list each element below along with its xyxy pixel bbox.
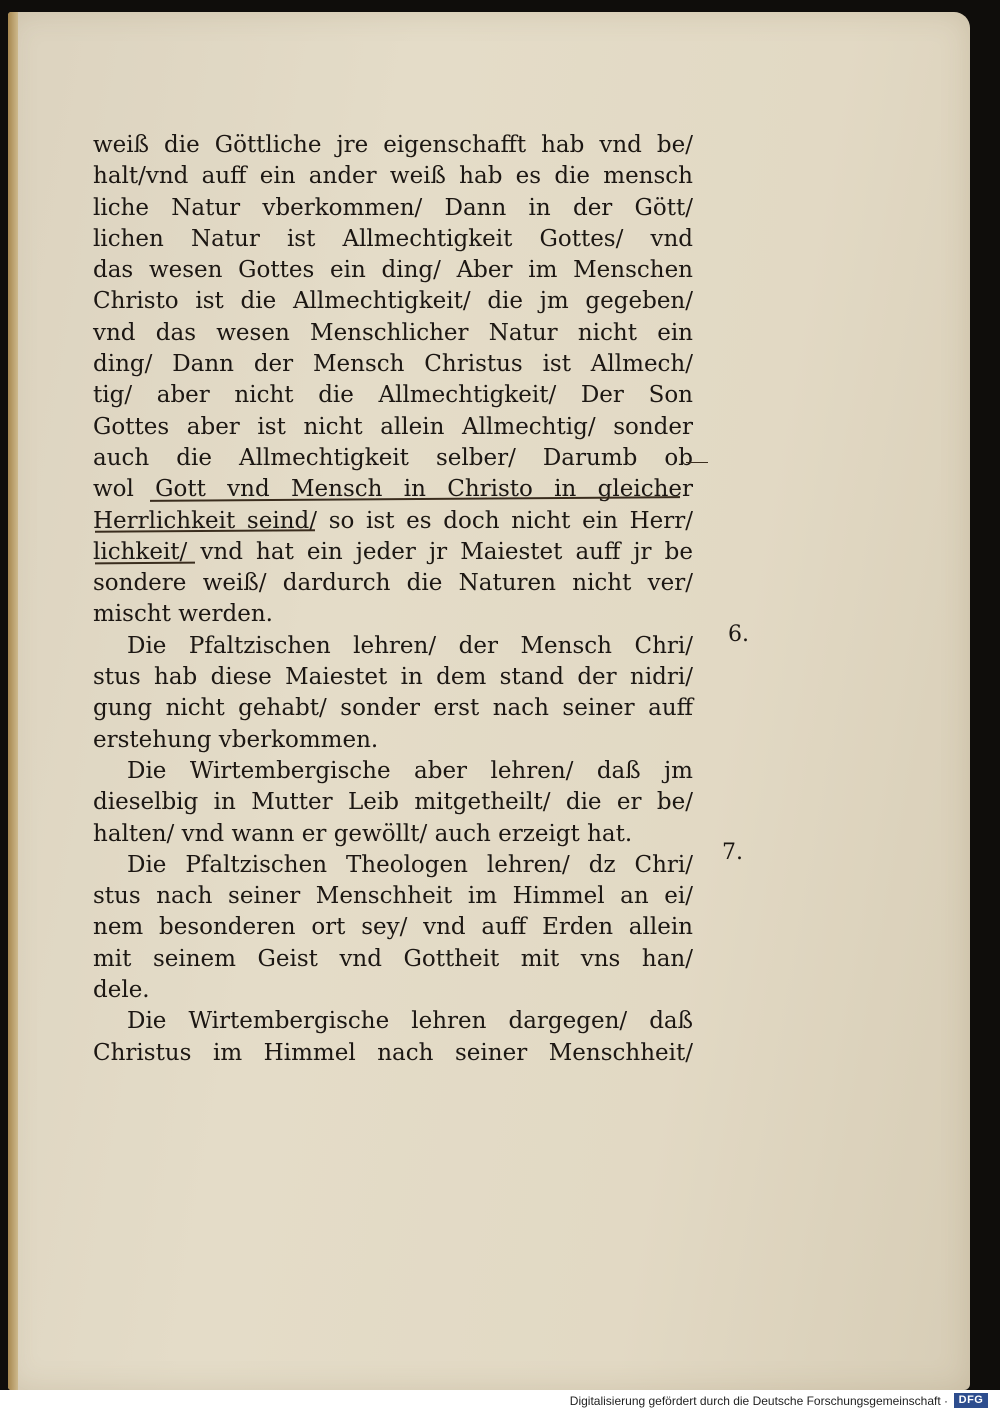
text-line: mischt werden. (93, 601, 273, 628)
text-line: ding/ Dann der Mensch Christus ist Allmech/ (93, 351, 693, 378)
text-line: nem besonderen ort sey/ vnd auff Erden allein (93, 914, 693, 941)
text-line: Die Pfaltzischen lehren/ der Mensch Chri/ (127, 632, 693, 659)
text-line: Herrlichkeit seind/ so ist es doch nicht ein Herr/ (93, 507, 693, 534)
text-line: Die Wirtembergische aber lehren/ daß jm (127, 757, 693, 784)
text-line: halt/vnd auff ein ander weiß hab es die mensch (93, 163, 693, 190)
text-line: Die Pfaltzischen Theologen lehren/ dz Chri/ (127, 851, 693, 878)
text-line: lichen Natur ist Allmechtigkeit Gottes/ vnd (93, 225, 693, 252)
marginal-pen-stroke (686, 462, 708, 463)
text-line: stus hab diese Maiestet in dem stand der nidri/ (93, 664, 693, 691)
text-line: dieselbig in Mutter Leib mitgetheilt/ die er be/ (93, 789, 693, 816)
text-line: stus nach seiner Menschheit im Himmel an ei/ (93, 883, 693, 910)
text-line: Christo ist die Allmechtigkeit/ die jm gegeben/ (93, 288, 693, 315)
marginal-number-7: 7. (722, 840, 743, 865)
text-line: wol Gott vnd Mensch in Christo in gleicher (93, 476, 693, 503)
text-line: vnd das wesen Menschlicher Natur nicht ein (93, 319, 693, 346)
text-line: dele. (93, 977, 150, 1004)
text-line: mit seinem Geist vnd Gottheit mit vns han/ (93, 945, 693, 972)
footer-strip (0, 1390, 1000, 1413)
text-line: lichkeit/ vnd hat ein jeder jr Maiestet auff jr be (93, 538, 693, 565)
text-line: weiß die Göttliche jre eigenschafft hab vnd be/ (93, 132, 693, 158)
text-line: halten/ vnd wann er gewöllt/ auch erzeigt hat. (93, 820, 633, 847)
text-line: liche Natur vberkommen/ Dann in der Gött/ (93, 194, 693, 221)
text-line: Gottes aber ist nicht allein Allmechtig/ sonder (93, 413, 693, 440)
text-line: das wesen Gottes ein ding/ Aber im Menschen (93, 257, 693, 284)
page-binding-edge (8, 12, 18, 1390)
text-line: auch die Allmechtigkeit selber/ Darumb ob (93, 444, 693, 471)
text-line: erstehung vberkommen. (93, 726, 379, 753)
marginal-number-6: 6. (728, 622, 749, 647)
text-line: Die Wirtembergische lehren dargegen/ daß (127, 1008, 693, 1035)
dfg-logo: DFG (954, 1393, 988, 1408)
text-line: sondere weiß/ dardurch die Naturen nicht ver/ (93, 570, 693, 597)
text-line: tig/ aber nicht die Allmechtigkeit/ Der Son (93, 382, 693, 409)
funding-credit-text: Digitalisierung gefördert durch die Deutsche Forschungsgemeinschaft · (569, 1394, 948, 1408)
page-text-block (93, 130, 693, 1069)
text-line: gung nicht gehabt/ sonder erst nach seiner auff (93, 695, 693, 722)
text-line: Christus im Himmel nach seiner Menschheit/ (93, 1039, 693, 1066)
